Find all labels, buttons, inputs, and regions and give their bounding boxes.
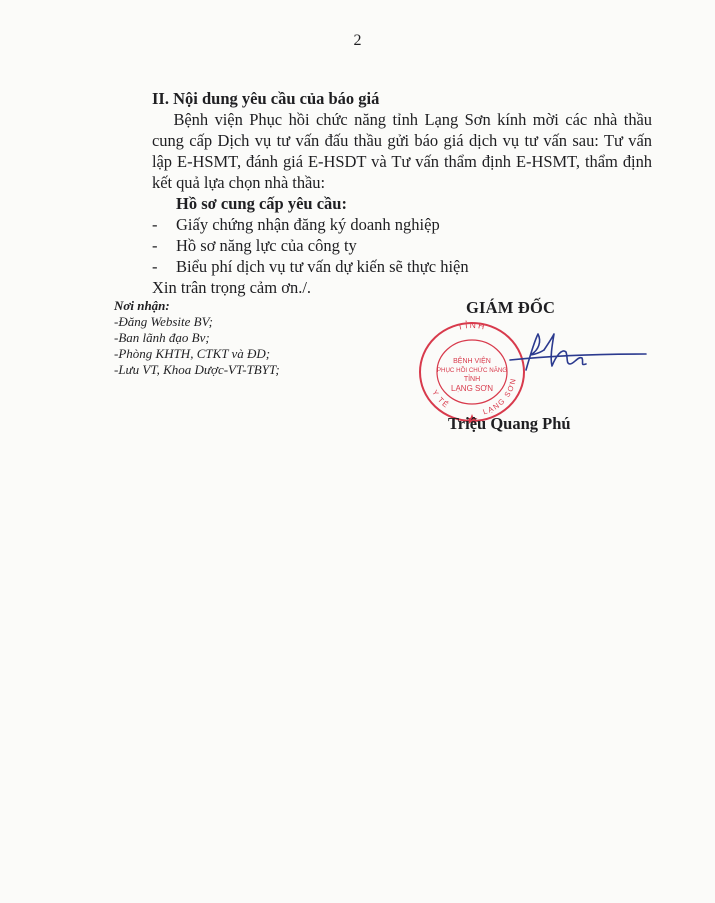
requirements-heading: Hồ sơ cung cấp yêu cầu:	[176, 194, 347, 213]
recipient-item: -Đăng Website BV;	[114, 314, 213, 329]
requirements-list	[152, 214, 652, 277]
requirement-text: Giấy chứng nhận đăng ký doanh nghiệp	[176, 215, 440, 234]
seal-ring-left-text: Y TẾ	[430, 388, 452, 411]
closing-line: Xin trân trọng cảm ơn./.	[152, 278, 312, 297]
recipient-item: -Lưu VT, Khoa Dược-VT-TBYT;	[114, 362, 280, 377]
seal-ring-right-text: LẠNG SƠN	[481, 376, 518, 417]
recipient-item: -Ban lãnh đạo Bv;	[114, 330, 210, 345]
requirement-item	[152, 214, 652, 235]
seal-center-line: PHỤC HỒI CHỨC NĂNG	[436, 367, 508, 374]
seal-center-line: BỆNH VIỆN	[453, 358, 491, 365]
seal-ring-top-text: TỈNH	[456, 319, 488, 332]
dash-bullet: -	[152, 257, 158, 276]
dash-bullet: -	[152, 215, 158, 234]
quotation-content-section	[152, 88, 652, 298]
signature-block	[410, 296, 660, 446]
recipients-title: Nơi nhận:	[114, 298, 170, 313]
requirement-text: Biểu phí dịch vụ tư vấn dự kiến sẽ thực hiện	[176, 257, 469, 276]
seal-center-line: LẠNG SƠN	[451, 384, 493, 393]
handwritten-signature	[508, 330, 648, 380]
svg-text:LẠNG SƠN	[482, 377, 518, 417]
svg-text:Y TẾ	[430, 388, 451, 410]
intro-paragraph: Bệnh viện Phục hồi chức năng tỉnh Lạng Sơn kính mời các nhà thầu cung cấp Dịch vụ tư vấn đấu thầu gửi báo giá dịch vụ tư vấn sau: Tư vấn lập E-HSMT, đánh giá E-HSDT và Tư vấn thẩm định E-HSMT, thẩm định kết quả lựa chọn nhà thầu:	[152, 110, 652, 192]
section-title: II. Nội dung yêu cầu của báo giá	[152, 89, 380, 108]
page-number: 2	[353, 32, 362, 49]
recipient-item: -Phòng KHTH, CTKT và ĐD;	[114, 346, 271, 361]
recipients-list	[114, 314, 354, 378]
recipients-block	[114, 298, 354, 378]
signatory-title: GIÁM ĐỐC	[466, 298, 556, 317]
signatory-name: Triệu Quang Phú	[448, 414, 571, 433]
svg-text:TỈNH	[456, 319, 487, 332]
requirement-text: Hồ sơ năng lực của công ty	[176, 236, 357, 255]
seal-center-line: TỈNH	[463, 376, 481, 383]
requirement-item	[152, 256, 652, 277]
dash-bullet: -	[152, 236, 158, 255]
requirement-item	[152, 235, 652, 256]
